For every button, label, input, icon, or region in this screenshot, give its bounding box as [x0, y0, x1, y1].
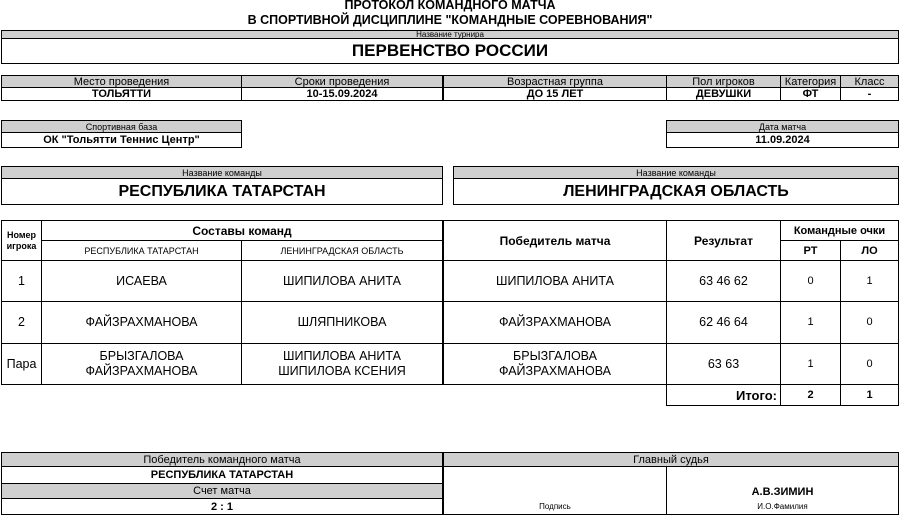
team-points-header: Командные очки — [780, 220, 899, 241]
class-label: Класс — [840, 75, 899, 88]
row2-winner: ФАЙЗРАХМАНОВА — [443, 301, 667, 344]
row2-result: 62 46 64 — [666, 301, 781, 344]
row2-number: 2 — [1, 301, 42, 344]
row3-team2-player-b: ШИПИЛОВА КСЕНИЯ — [278, 364, 406, 378]
winner-column-header: Победитель матча — [443, 220, 667, 261]
team2-column-header: ЛЕНИНГРАДСКАЯ ОБЛАСТЬ — [241, 240, 443, 261]
row2-lo-points: 0 — [840, 301, 899, 344]
place-label: Место проведения — [1, 75, 242, 88]
age-value: ДО 15 ЛЕТ — [443, 87, 667, 101]
player-number-header: Номер игрока — [1, 220, 42, 261]
judge-name: А.В.ЗИМИН — [751, 486, 814, 498]
dates-value: 10-15.09.2024 — [241, 87, 443, 101]
row3-team2-player-a: ШИПИЛОВА АНИТА — [283, 349, 401, 363]
row3-winner-pair — [443, 343, 667, 385]
lo-column-header: ЛО — [840, 240, 899, 261]
signature-box — [443, 466, 667, 515]
date-value: 11.09.2024 — [666, 132, 899, 148]
team1-column-header: РЕСПУБЛИКА ТАТАРСТАН — [41, 240, 242, 261]
row3-team1-pair — [41, 343, 242, 385]
score-value: 2 : 1 — [1, 498, 443, 515]
row3-pt-points: 1 — [780, 343, 841, 385]
row1-pt-points: 0 — [780, 260, 841, 302]
team1-name: РЕСПУБЛИКА ТАТАРСТАН — [1, 178, 443, 205]
match-winner-value: РЕСПУБЛИКА ТАТАРСТАН — [1, 466, 443, 484]
tournament-name: ПЕРВЕНСТВО РОССИИ — [351, 41, 549, 60]
score-label: Счет матча — [1, 483, 443, 499]
row3-result: 63 63 — [666, 343, 781, 385]
total-pt: 2 — [780, 384, 841, 406]
team2-name: ЛЕНИНГРАДСКАЯ ОБЛАСТЬ — [453, 178, 899, 205]
pt-column-header: РТ — [780, 240, 841, 261]
judge-name-caption: И.О.Фамилия — [757, 502, 808, 511]
category-value: ФТ — [780, 87, 841, 101]
row2-team1-player: ФАЙЗРАХМАНОВА — [41, 301, 242, 344]
place-value: ТОЛЬЯТТИ — [1, 87, 242, 101]
class-value: - — [840, 87, 899, 101]
gender-value: ДЕВУШКИ — [666, 87, 781, 101]
gender-label: Пол игроков — [666, 75, 781, 88]
row3-team2-pair — [241, 343, 443, 385]
result-column-header: Результат — [666, 220, 781, 261]
date-label: Дата матча — [666, 120, 899, 133]
row1-number: 1 — [1, 260, 42, 302]
total-lo: 1 — [840, 384, 899, 406]
base-label: Спортивная база — [1, 120, 242, 133]
row1-team1-player: ИСАЕВА — [41, 260, 242, 302]
base-value: ОК "Тольятти Теннис Центр" — [1, 132, 242, 148]
tournament-name-box — [1, 38, 899, 64]
age-label: Возрастная группа — [443, 75, 667, 88]
row3-winner-a: БРЫЗГАЛОВА — [513, 349, 597, 363]
total-label: Итого: — [666, 384, 781, 406]
judge-name-box — [666, 466, 899, 515]
row1-lo-points: 1 — [840, 260, 899, 302]
row1-team2-player: ШИПИЛОВА АНИТА — [241, 260, 443, 302]
signature-label: Подпись — [539, 502, 571, 511]
row1-winner: ШИПИЛОВА АНИТА — [443, 260, 667, 302]
team1-label: Название команды — [1, 166, 443, 179]
row3-team1-player-a: БРЫЗГАЛОВА — [99, 349, 184, 363]
category-label: Категория — [780, 75, 841, 88]
tournament-label: Название турнира — [416, 30, 484, 39]
chief-judge-label: Главный судья — [443, 452, 899, 467]
protocol-subtitle: В СПОРТИВНОЙ ДИСЦИПЛИНЕ "КОМАНДНЫЕ СОРЕВНОВАНИЯ" — [247, 13, 653, 27]
lineups-header: Составы команд — [41, 220, 443, 241]
row2-pt-points: 1 — [780, 301, 841, 344]
dates-label: Сроки проведения — [241, 75, 443, 88]
row1-result: 63 46 62 — [666, 260, 781, 302]
match-winner-label: Победитель командного матча — [1, 452, 443, 467]
team2-label: Название команды — [453, 166, 899, 179]
row3-lo-points: 0 — [840, 343, 899, 385]
protocol-title: ПРОТОКОЛ КОМАНДНОГО МАТЧА — [344, 0, 556, 12]
row3-winner-b: ФАЙЗРАХМАНОВА — [498, 364, 612, 378]
row2-team2-player: ШЛЯПНИКОВА — [241, 301, 443, 344]
row3-number: Пара — [1, 343, 42, 385]
row3-team1-player-b: ФАЙЗРАХМАНОВА — [85, 364, 198, 378]
